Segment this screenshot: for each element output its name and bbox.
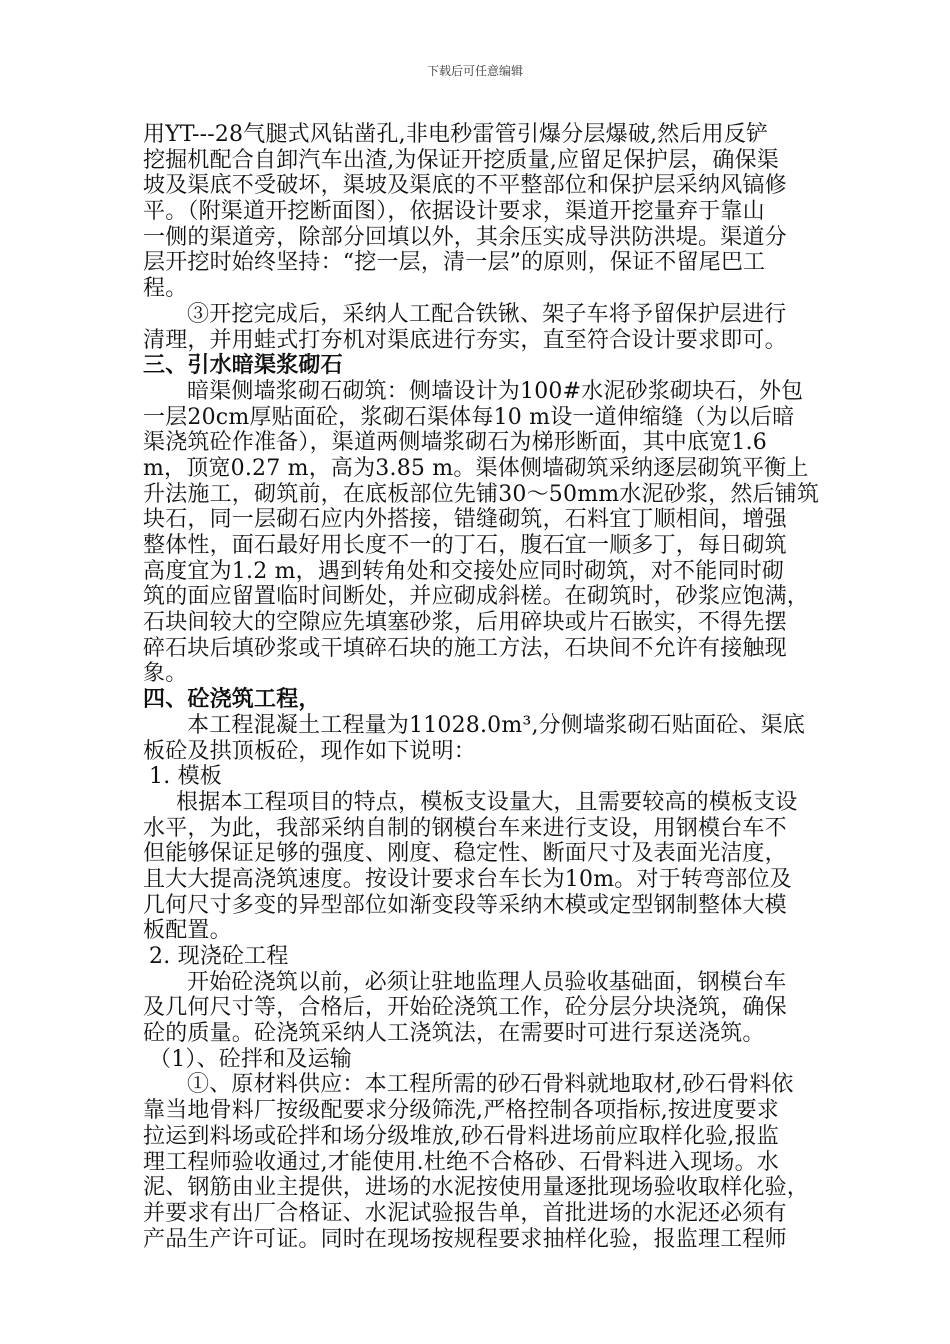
text-line: 筑的面应留置临时间断处，并应砌成斜槎。在砌筑时，砂浆应饱满，: [143, 584, 810, 610]
text-line: 泥、钢筋由业主提供，进场的水泥按使用量逐批现场验收取样化验，: [143, 1175, 810, 1201]
text-line: 1. 模板: [149, 764, 222, 790]
text-line: 象。: [143, 661, 188, 687]
text-line: 板配置。: [143, 918, 232, 944]
section-heading: 四、砼浇筑工程，: [143, 686, 321, 713]
text-line: 拉运到料场或砼拌和场分级堆放,砂石骨料进场前应取样化验,报监: [143, 1123, 779, 1149]
text-line: 并要求有出厂合格证、水泥试验报告单，首批进场的水泥还必须有: [143, 1200, 787, 1226]
text-line: 碎石块后填砂浆或干填碎石块的施工方法，石块间不允许有接触现: [143, 635, 787, 661]
text-line: m，顶宽0.27 m，高为3.85 m。渠体侧墙砌筑采纳逐层砌筑平衡上: [143, 455, 809, 481]
section-heading: 三、引水暗渠浆砌石: [143, 352, 343, 379]
text-line: 程。: [143, 276, 188, 302]
text-line: 用YT---28气腿式风钻凿孔,非电秒雷管引爆分层爆破,然后用反铲: [143, 122, 769, 147]
text-line: 整体性，面石最好用长度不一的丁石，腹石宜一顺多丁，每日砌筑: [143, 533, 787, 558]
text-line: 一层20cm厚贴面砼，浆砌石渠体每10 m设一道伸缩缝（为以后暗: [143, 404, 795, 430]
text-line: 2. 现浇砼工程: [149, 944, 289, 969]
text-line: 本工程混凝土工程量为11028.0m³,分侧墙浆砌石贴面砼、渠底: [187, 712, 806, 738]
text-line: 砼的质量。砼浇筑采纳人工浇筑法，在需要时可进行泵送浇筑。: [143, 1021, 765, 1047]
text-line: 坡及渠底不受破坏，渠坡及渠底的不平整部位和保护层采纳风镐修: [143, 173, 787, 199]
text-line: 及几何尺寸等，合格后，开始砼浇筑工作，砼分层分块浇筑，确保: [143, 995, 787, 1021]
text-line: （1）、砼拌和及运输: [149, 1046, 352, 1072]
text-line: 理工程师验收通过,才能使用.杜绝不合格砂、石骨料进入现场。水: [143, 1149, 779, 1175]
text-line: 开始砼浇筑以前，必须让驻地监理人员验收基础面，钢模台车: [187, 969, 787, 995]
text-line: 靠当地骨料厂按级配要求分级筛洗,严格控制各项指标,按进度要求: [143, 1098, 779, 1124]
text-line: 但能够保证足够的强度、刚度、稳定性、断面尺寸及表面光洁度，: [143, 841, 787, 867]
text-line: 水平，为此，我部采纳自制的钢模台车来进行支设，用钢模台车不: [143, 815, 787, 841]
text-line: 高度宜为1.2 m，遇到转角处和交接处应同时砌筑，对不能同时砌: [143, 558, 785, 584]
text-line: 暗渠侧墙浆砌石砌筑：侧墙设计为100#水泥砂浆砌块石，外包: [187, 378, 804, 404]
text-line: ①、原材料供应：本工程所需的砂石骨料就地取材,砂石骨料依: [187, 1072, 794, 1098]
page-header: 下载后可任意编辑: [426, 64, 523, 78]
text-line: 升法施工，砌筑前，在底板部位先铺30～50mm水泥砂浆，然后铺筑: [143, 481, 820, 507]
text-line: 根据本工程项目的特点，模板支设量大，且需要较高的模板支设: [176, 789, 798, 815]
text-line: 石块间较大的空隙应先填塞砂浆，后用碎块或片石嵌实，不得先摆: [143, 610, 787, 636]
text-line: 几何尺寸多变的异型部位如渐变段等采纳木模或定型钢制整体大模: [143, 892, 787, 918]
text-line: 平。（附渠道开挖断面图），依据设计要求，渠道开挖量弃于靠山: [143, 199, 765, 225]
text-line: 且大大提高浇筑速度。按设计要求台车长为10m。对于转弯部位及: [143, 866, 792, 892]
text-line: 产品生产许可证。同时在现场按规程要求抽样化验，报监理工程师: [143, 1226, 787, 1252]
text-line: 层开挖时始终坚持：“挖一层，清一层”的原则，保证不留尾巴工: [143, 250, 766, 276]
text-line: 清理，并用蛙式打夯机对渠底进行夯实，直至符合设计要求即可。: [143, 327, 787, 353]
text-line: 一侧的渠道旁，除部分回填以外，其余压实成导洪防洪堤。渠道分: [143, 224, 787, 250]
text-line: 板砼及拱顶板砼，现作如下说明：: [143, 738, 477, 764]
text-line: ③开挖完成后，采纳人工配合铁锹、架子车将予留保护层进行: [187, 301, 787, 327]
text-line: 挖掘机配合自卸汽车出渣,为保证开挖质量,应留足保护层，确保渠: [143, 147, 779, 173]
text-line: 渠浇筑砼作准备），渠道两侧墙浆砌石为梯形断面，其中底宽1.6: [143, 430, 767, 456]
document-body: [143, 122, 820, 1252]
text-line: 块石，同一层砌石应内外搭接，错缝砌筑，石料宜丁顺相间，增强: [143, 507, 787, 533]
